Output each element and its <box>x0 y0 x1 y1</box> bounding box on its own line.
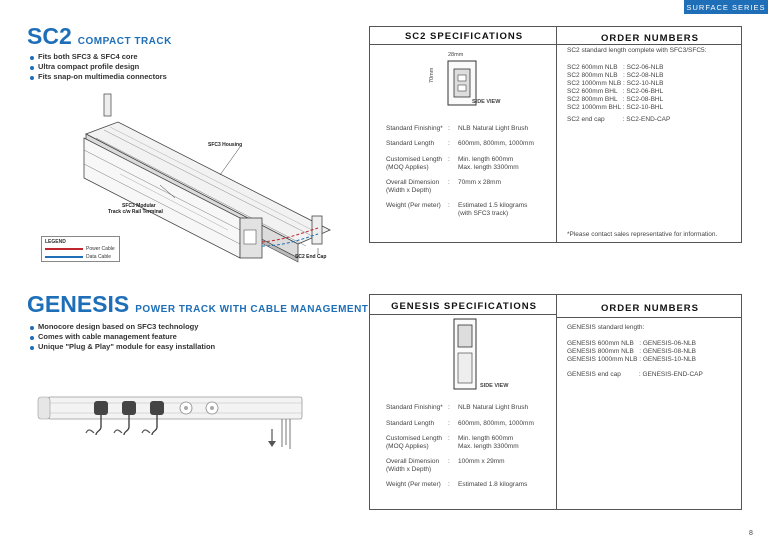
list-item: Fits snap-on multimedia connectors <box>29 72 167 82</box>
sc2-end-cap-label: SC2 End Cap <box>295 254 327 260</box>
spec-row-custom-length: Customised Length (MOQ Applies) : Min. length 600mm Max. length 3300mm <box>386 156 519 171</box>
width-dimension: 28mm <box>448 52 464 58</box>
sc2-order-line: SC2 1000mm BHL : SC2-10-BHL <box>567 104 664 111</box>
sc2-heading <box>27 23 172 50</box>
spec-divider <box>370 314 556 315</box>
spec-row-weight: Weight (Per meter) : Estimated 1.8 kilograms <box>386 481 528 488</box>
spec-row-dimension: Overall Dimension (Width x Depth) : 100mm x 29mm <box>386 458 505 473</box>
genesis-side-view-profile <box>450 317 480 397</box>
sc2-specifications-title: SC2 SPECIFICATIONS <box>404 31 524 42</box>
sfc3-housing-label: SFC3 Housing <box>208 142 243 148</box>
sc2-bullet-list <box>29 52 167 82</box>
list-item: Unique "Plug & Play" module for easy installation <box>29 342 215 352</box>
power-cable-swatch <box>45 248 83 250</box>
genesis-order-title: ORDER NUMBERS <box>601 303 699 314</box>
list-item: Comes with cable management feature <box>29 332 215 342</box>
sc2-order-line: SC2 600mm NLB : SC2-06-NLB <box>567 64 664 71</box>
spec-row-custom-length: Customised Length (MOQ Applies) : Min. length 600mm Max. length 3300mm <box>386 435 519 450</box>
order-divider <box>557 44 741 45</box>
height-dimension: 70mm <box>429 67 435 83</box>
spec-row-dimension: Overall Dimension (Width x Depth) : 70mm x 28mm <box>386 179 501 194</box>
spec-row-weight: Weight (Per meter) : Estimated 1.5 kilograms (with SFC3 track) <box>386 202 528 217</box>
sfc3-modular-label: SFC3 Modular <box>122 203 156 209</box>
sc2-order-line: SC2 800mm NLB : SC2-08-NLB <box>567 72 664 79</box>
genesis-order-numbers-box <box>556 294 742 510</box>
cable-legend <box>41 236 120 262</box>
genesis-subtitle: POWER TRACK WITH CABLE MANAGEMENT <box>135 304 369 315</box>
genesis-side-view-label: SIDE VIEW <box>480 383 509 389</box>
genesis-track-illustration <box>36 385 306 455</box>
spec-row-length: Standard Length : 600mm, 800mm, 1000mm <box>386 420 534 427</box>
spec-row-finishing: Standard Finishing* : NLB Natural Light Brush <box>386 404 529 411</box>
genesis-specifications-box <box>369 294 557 510</box>
list-item: Monocore design based on SFC3 technology <box>29 322 215 332</box>
spec-divider <box>370 44 556 45</box>
list-item: Ultra compact profile design <box>29 62 167 72</box>
sc2-order-numbers-box <box>556 26 742 243</box>
sc2-order-intro: SC2 standard length complete with SFC3/SFC5: <box>567 47 707 54</box>
surface-series-tag: SURFACE SERIES <box>684 0 768 14</box>
sc2-order-line: SC2 600mm BHL : SC2-06-BHL <box>567 88 664 95</box>
spec-row-length: Standard Length : 600mm, 800mm, 1000mm <box>386 140 534 147</box>
sc2-order-line: SC2 800mm BHL : SC2-08-BHL <box>567 96 664 103</box>
genesis-title: GENESIS <box>27 291 130 317</box>
genesis-heading <box>27 291 368 318</box>
sc2-specifications-box <box>369 26 557 243</box>
order-divider <box>557 317 741 318</box>
sc2-order-title: ORDER NUMBERS <box>601 33 699 44</box>
sc2-end-cap-order: SC2 end cap : SC2-END-CAP <box>567 116 671 123</box>
genesis-order-line: GENESIS 1000mm NLB : GENESIS-10-NLB <box>567 356 696 363</box>
genesis-bullet-list <box>29 322 215 352</box>
sc2-order-line: SC2 1000mm NLB : SC2-10-NLB <box>567 80 664 87</box>
sc2-title: SC2 <box>27 23 72 49</box>
rail-terminal-label: Track c/w Rail Terminal <box>108 209 163 215</box>
list-item: Fits both SFC3 & SFC4 core <box>29 52 167 62</box>
page-number: 8 <box>749 530 753 537</box>
sc2-side-view-label: SIDE VIEW <box>472 99 501 105</box>
genesis-order-line: GENESIS 800mm NLB : GENESIS-08-NLB <box>567 348 696 355</box>
data-cable-label: Data Cable <box>86 254 112 260</box>
genesis-order-intro: GENESIS standard length: <box>567 324 645 331</box>
spec-row-finishing: Standard Finishing* : NLB Natural Light Brush <box>386 125 529 132</box>
genesis-specifications-title: GENESIS SPECIFICATIONS <box>391 301 537 312</box>
genesis-order-line: GENESIS 600mm NLB : GENESIS-06-NLB <box>567 340 696 347</box>
data-cable-swatch <box>45 256 83 258</box>
legend-title: LEGEND <box>45 239 66 245</box>
genesis-end-cap-order: GENESIS end cap : GENESIS-END-CAP <box>567 371 703 378</box>
sc2-contact-note: *Please contact sales representative for information. <box>567 231 718 238</box>
sc2-subtitle: COMPACT TRACK <box>77 36 172 47</box>
power-cable-label: Power Cable <box>86 246 115 252</box>
